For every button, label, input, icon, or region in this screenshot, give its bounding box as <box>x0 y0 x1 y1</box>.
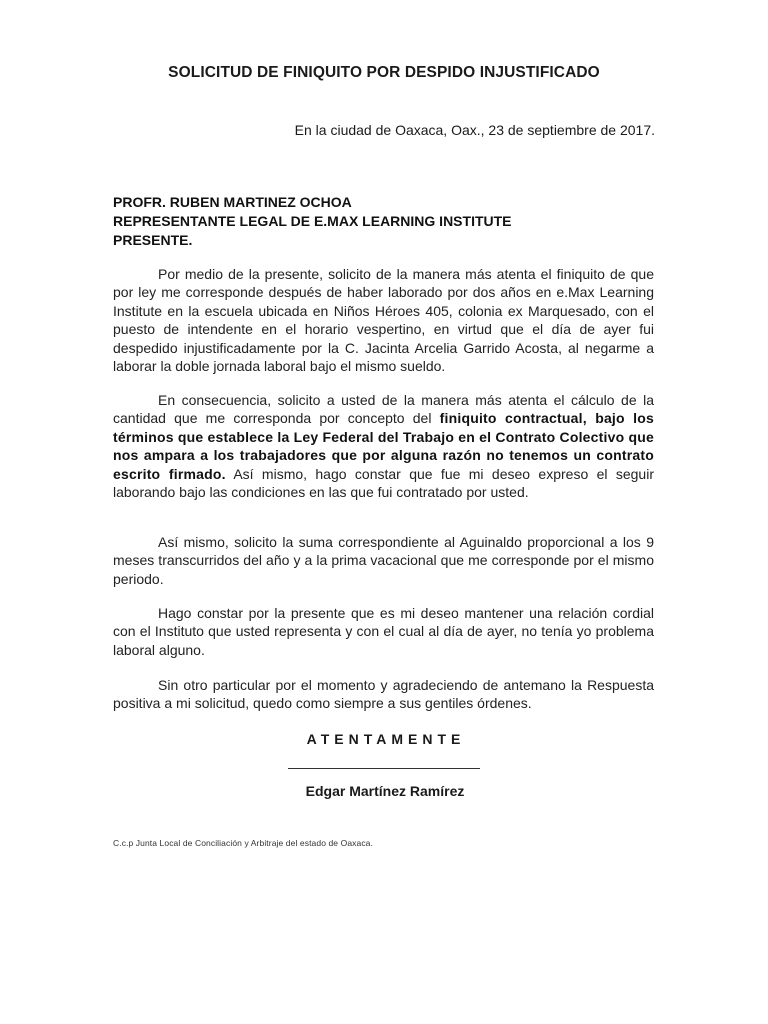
signature-line <box>288 768 480 769</box>
recipient-block <box>113 193 512 250</box>
paragraph-relationship-text: Hago constar por la presente que es mi deseo mantener una relación cordial con el Instituto que usted representa y con el cual al día de ayer, no tenía yo problema laboral alguno. <box>113 605 654 658</box>
signer-name: Edgar Martínez Ramírez <box>305 783 465 799</box>
paragraph-aguinaldo-text: Así mismo, solicito la suma correspondiente al Aguinaldo proporcional a los 9 meses transcurridos del año y a la prima vacacional que me corresponde por el mismo periodo. <box>113 534 654 587</box>
paragraph-closing <box>113 676 654 713</box>
closing-word: ATENTAMENTE <box>306 731 466 747</box>
place-and-date: En la ciudad de Oaxaca, Oax., 23 de septiembre de 2017. <box>294 122 655 138</box>
recipient-position: REPRESENTANTE LEGAL DE E.MAX LEARNING INSTITUTE <box>113 213 512 229</box>
recipient-salutation: PRESENTE. <box>113 232 193 248</box>
paragraph-closing-text: Sin otro particular por el momento y agradeciendo de antemano la Respuesta positiva a mi solicitud, quedo como siempre a sus gentiles órdenes. <box>113 677 654 712</box>
carbon-copy-note: C.c.p Junta Local de Conciliación y Arbitraje del estado de Oaxaca. <box>113 838 373 848</box>
paragraph-calculation-start: En consecuencia, solicito a usted de la manera más atenta el cálculo de la cantidad que me corresponda por concepto del <box>113 392 654 427</box>
paragraph-request-text: Por medio de la presente, solicito de la manera más atenta el finiquito de que por ley me corresponde después de haber laborado por dos años en e.Max Learning Institute en la escuela ubicada en Niños Héroes 405, colonia ex Marquesado, con el puesto de intendente en el horario vespertino, en virtud que el día de ayer fui despedido injustificadamente por la C. Jacinta Arcelia Garrido Acosta, al negarme a laborar la doble jornada laboral bajo el mismo sueldo. <box>113 266 654 375</box>
paragraph-calculation <box>113 391 654 501</box>
paragraph-calculation-bold: finiquito contractual, bajo los términos que establece la Ley Federal del Trabajo en el Contrato Colectivo que nos ampara a los trabajadores que por alguna razón no tenemos un contrato escrito firmado. <box>113 410 654 482</box>
paragraph-aguinaldo <box>113 533 654 588</box>
document-title: SOLICITUD DE FINIQUITO POR DESPIDO INJUSTIFICADO <box>168 64 600 81</box>
paragraph-request <box>113 265 654 375</box>
paragraph-calculation-end: Así mismo, hago constar que fue mi deseo expreso el seguir laborando bajo las condiciones en las que fui contratado por usted. <box>113 465 654 501</box>
recipient-name: PROFR. RUBEN MARTINEZ OCHOA <box>113 194 352 210</box>
paragraph-relationship <box>113 604 654 659</box>
